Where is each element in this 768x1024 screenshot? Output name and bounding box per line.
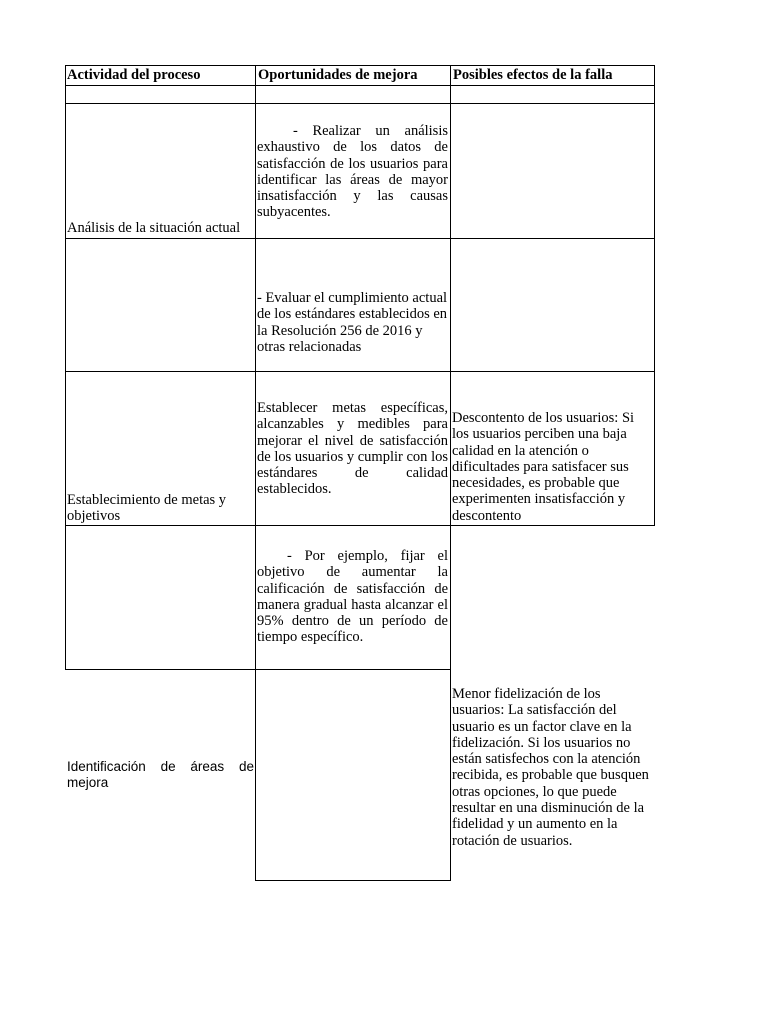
row3-efecto: Descontento de los usuarios: Si los usuarios perciben una baja calidad en la atención o dificultades para satisfacer sus necesidades, es probable que experimenten insatisfacción y descontento xyxy=(452,410,635,524)
row1-oportunidad xyxy=(257,123,448,221)
row1-actividad: Análisis de la situación actual xyxy=(67,220,241,236)
table-rule xyxy=(65,525,655,526)
row4-oportunidad-text: - Por ejemplo, fijar el objetivo de aumentar la calificación de satisfacción de manera gradual hasta alcanzar el 95% dentro de un período de tiempo específico. xyxy=(257,548,448,646)
table-rule xyxy=(65,238,655,239)
table-border-top xyxy=(65,65,655,66)
row3-actividad: Establecimiento de metas y objetivos xyxy=(67,492,227,525)
table-rule xyxy=(65,85,655,86)
table-rule xyxy=(65,103,655,104)
header-actividad: Actividad del proceso xyxy=(67,67,201,83)
row1-oportunidad-text: - Realizar un análisis exhaustivo de los datos de satisfacción de los usuarios para identificar las áreas de mayor insatisfacción y las causas subyacentes. xyxy=(257,123,448,221)
header-oportunidades: Oportunidades de mejora xyxy=(258,67,418,83)
header-efectos: Posibles efectos de la falla xyxy=(453,67,613,83)
row4-oportunidad xyxy=(257,548,448,646)
table-rule xyxy=(65,669,451,670)
table-column-rule xyxy=(255,65,256,881)
row2-oportunidad: - Evaluar el cumplimiento actual de los estándares establecidos en la Resolución 256 de 2016 y otras relacionadas xyxy=(257,290,448,355)
row5-actividad: Identificación de áreas de mejora xyxy=(67,759,254,791)
table-border-left xyxy=(65,65,66,670)
row5-efecto: Menor fidelización de los usuarios: La satisfacción del usuario es un factor clave en la fidelización. Si los usuarios no están satisfechos con la atención recibida, es probable que busquen otras opciones, lo que puede resultar en una disminución de la fidelidad y un aumento en la rotación de usuarios. xyxy=(452,686,649,849)
table-column-rule xyxy=(450,65,451,881)
table-rule xyxy=(65,371,655,372)
table-border-right xyxy=(654,65,655,526)
row3-oportunidad: Establecer metas específicas, alcanzables y medibles para mejorar el nivel de satisfacción de los usuarios y cumplir con los estándares de calidad establecidos. xyxy=(257,400,448,498)
table-border-bottom xyxy=(255,880,451,881)
